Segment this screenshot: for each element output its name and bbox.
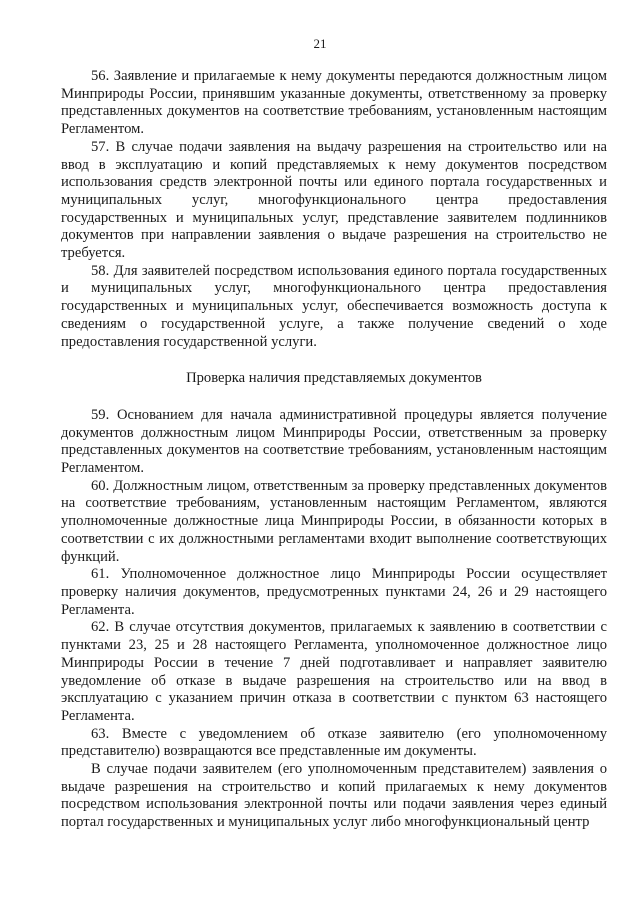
document-body <box>61 68 607 832</box>
paragraph-60: 60. Должностным лицом, ответственным за проверку представленных документов на соответствие требованиям, установленным настоящим Регламентом, являются уполномоченные должностные лица Минприроды России, в обязанности которых в соответствии с их должностными регламентами входит выполнение соответствующих функций. <box>61 477 607 565</box>
paragraph-62: 62. В случае отсутствия документов, прилагаемых к заявлению в соответствии с пунктами 23, 25 и 28 настоящего Регламента, уполномоченное должностное лицо Минприроды России в течение 7 дней подготавливает и направляет заявителю уведомление об отказе в выдаче разрешения на строительство или на ввод в эксплуатацию с указанием причин отказа в соответствии с пунктом 63 настоящего Регламента. <box>61 619 607 724</box>
paragraph-63: 63. Вместе с уведомлением об отказе заявителю (его уполномоченному представителю) возвращаются все представленные им документы. <box>61 725 607 760</box>
paragraph-58: 58. Для заявителей посредством использования единого портала государственных и муниципальных услуг, многофункционального центра предоставления государственных и муниципальных услуг, обеспечивается возможность доступа к сведениям о государственной услуге, а также получение сведений о ходе предоставления государственной услуги. <box>61 262 607 350</box>
section-heading: Проверка наличия представляемых документов <box>186 370 482 387</box>
paragraph-61: 61. Уполномоченное должностное лицо Минприроды России осуществляет проверку наличия документов, предусмотренных пунктами 24, 26 и 29 настоящего Регламента. <box>61 566 607 618</box>
paragraph-63-continuation: В случае подачи заявителем (его уполномоченным представителем) заявления о выдаче разрешения на строительство и копий прилагаемых к нему документов посредством использования электронной почты или подачи заявления через единый портал государственных и муниципальных услуг либо многофункциональный центр <box>61 761 607 831</box>
paragraph-56: 56. Заявление и прилагаемые к нему документы передаются должностным лицом Минприроды России, принявшим указанные документы, ответственному за проверку представленных документов на соответствие требованиям, установленным настоящим Регламентом. <box>61 68 607 138</box>
paragraph-57: 57. В случае подачи заявления на выдачу разрешения на строительство или на ввод в эксплуатацию и копий представляемых к нему документов посредством использования средств электронной почты или единого портала государственных и муниципальных услуг, многофункционального центра предоставления государственных и муниципальных услуг, представление заявителем подлинников документов при направлении заявления о выдаче разрешения на строительство не требуется. <box>61 138 607 262</box>
page-number: 21 <box>313 36 327 51</box>
paragraph-59: 59. Основанием для начала административной процедуры является получение документов должностным лицом Минприроды России, ответственным за проверку представленных документов на соответствие требованиям, установленным настоящим Регламентом. <box>61 406 607 477</box>
